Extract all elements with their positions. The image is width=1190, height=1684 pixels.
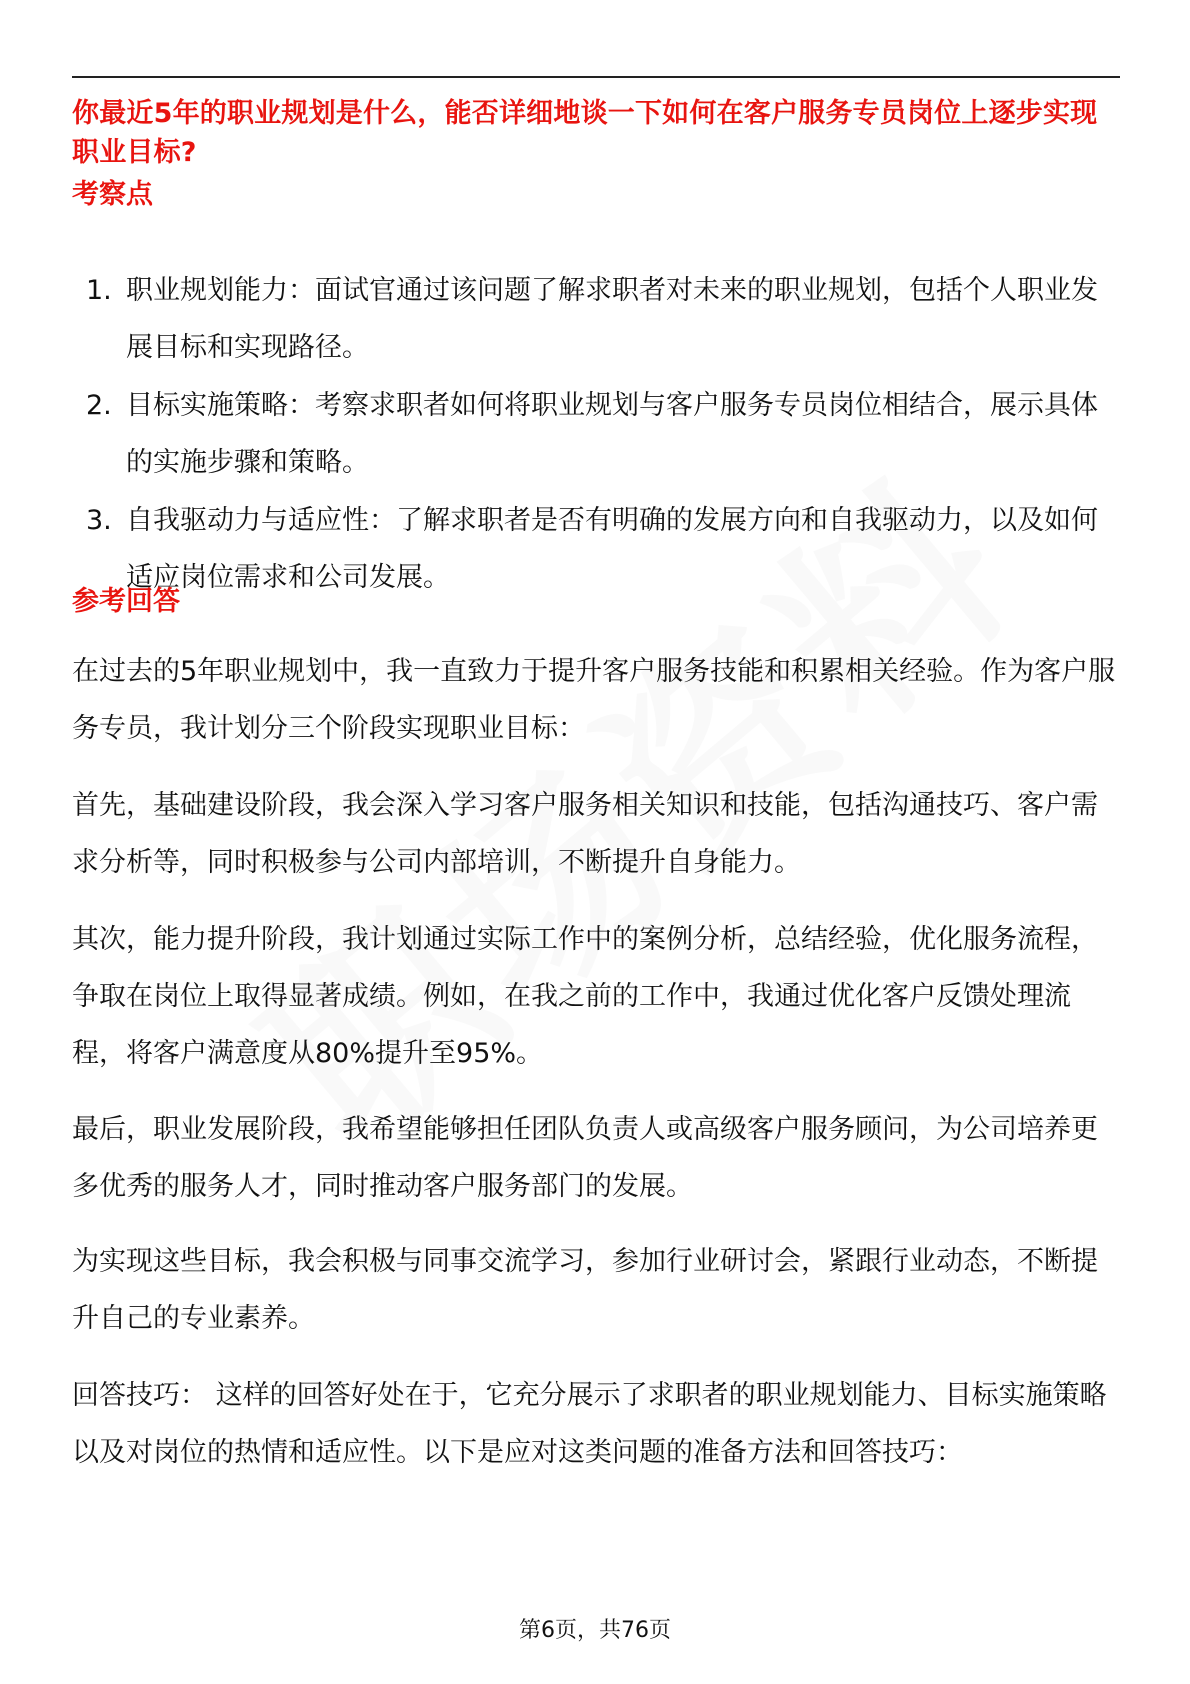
answer-paragraph-2: 首先，基础建设阶段，我会深入学习客户服务相关知识和技能，包括沟通技巧、客户需求分析等，同时积极参与公司内部培训，不断提升自身能力。 bbox=[72, 790, 1098, 878]
point-item-1 bbox=[72, 262, 1122, 376]
page-footer: 第6页，共76页 bbox=[519, 1618, 671, 1643]
point-number: 2. bbox=[86, 390, 112, 421]
points-heading: 考察点 bbox=[72, 179, 153, 210]
point-text: 目标实施策略：考察求职者如何将职业规划与客户服务专员岗位相结合，展示具体的实施步骤和策略。 bbox=[126, 390, 1098, 478]
point-item-2 bbox=[72, 377, 1122, 491]
answer-heading: 参考回答 bbox=[72, 586, 180, 617]
answer-paragraph-5: 为实现这些目标，我会积极与同事交流学习，参加行业研讨会，紧跟行业动态，不断提升自己的专业素养。 bbox=[72, 1246, 1098, 1334]
point-item-3 bbox=[72, 492, 1122, 606]
point-number: 3. bbox=[86, 505, 112, 536]
answer-paragraph-3: 其次，能力提升阶段，我计划通过实际工作中的案例分析，总结经验，优化服务流程，争取在岗位上取得显著成绩。例如，在我之前的工作中，我通过优化客户反馈处理流程，将客户满意度从80%提升至95%。 bbox=[72, 924, 1098, 1069]
answer-paragraph-1: 在过去的5年职业规划中，我一直致力于提升客户服务技能和积累相关经验。作为客户服务专员，我计划分三个阶段实现职业目标： bbox=[72, 656, 1116, 744]
question-title: 你最近5年的职业规划是什么，能否详细地谈一下如何在客户服务专员岗位上逐步实现职业目标? bbox=[72, 98, 1098, 168]
answer-tips-paragraph: 回答技巧： 这样的回答好处在于，它充分展示了求职者的职业规划能力、目标实施策略以及对岗位的热情和适应性。以下是应对这类问题的准备方法和回答技巧： bbox=[72, 1380, 1107, 1468]
point-text: 职业规划能力：面试官通过该问题了解求职者对未来的职业规划，包括个人职业发展目标和实现路径。 bbox=[126, 275, 1098, 363]
point-number: 1. bbox=[86, 275, 112, 306]
points-list bbox=[72, 262, 1122, 607]
answer-paragraph-4: 最后，职业发展阶段，我希望能够担任团队负责人或高级客户服务顾问，为公司培养更多优秀的服务人才，同时推动客户服务部门的发展。 bbox=[72, 1114, 1098, 1202]
point-text: 自我驱动力与适应性：了解求职者是否有明确的发展方向和自我驱动力，以及如何适应岗位需求和公司发展。 bbox=[126, 505, 1098, 593]
top-divider bbox=[72, 76, 1120, 78]
